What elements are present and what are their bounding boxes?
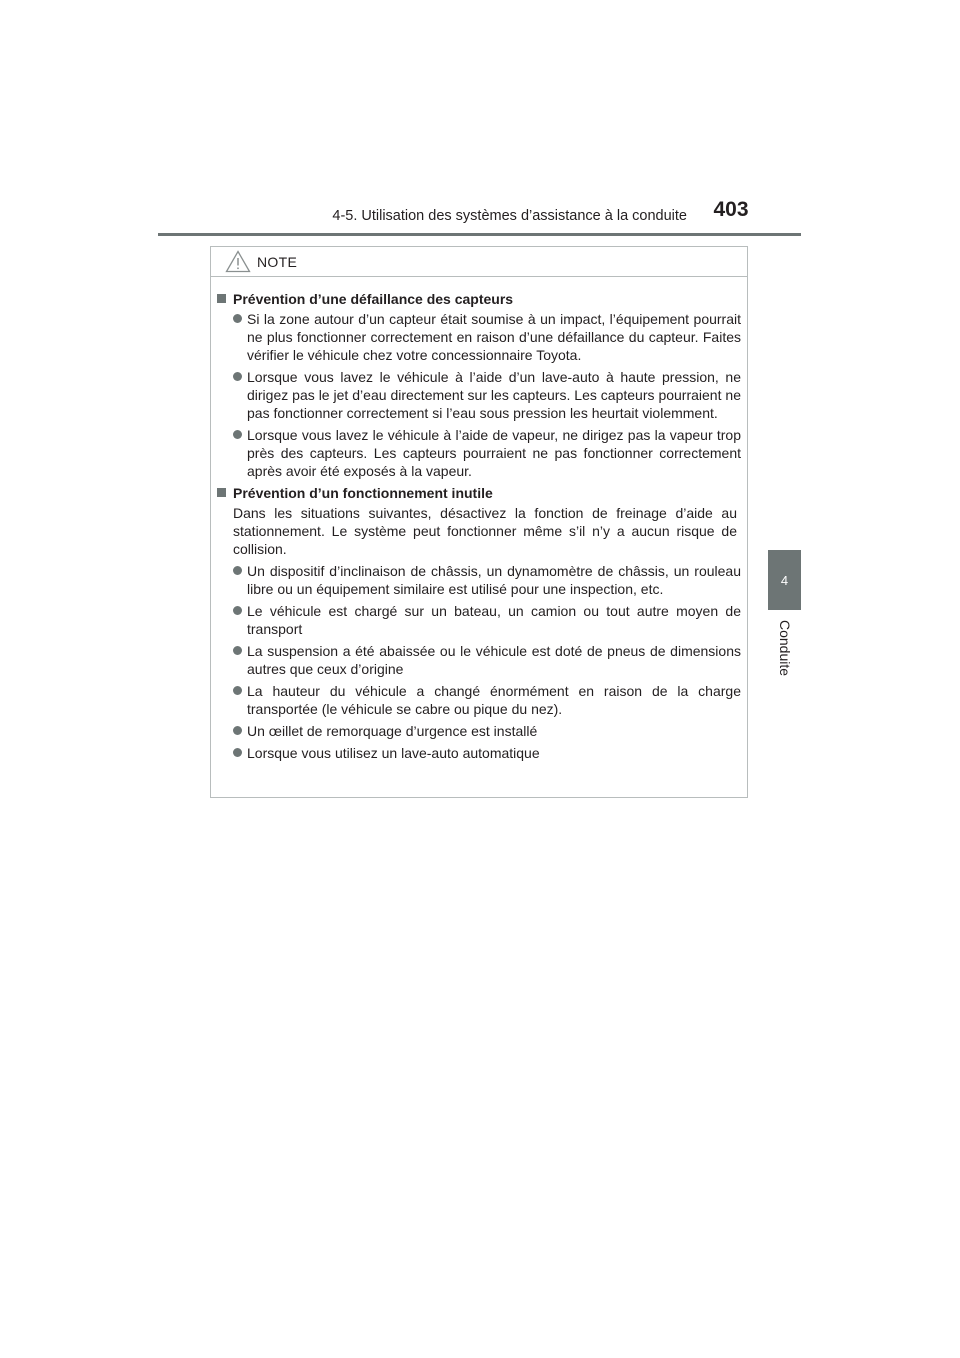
header-section-title: 4-5. Utilisation des systèmes d’assistance à la conduite — [332, 208, 687, 224]
list-item-text: Un dispositif d’inclinaison de châssis, un dynamomètre de châssis, un rouleau libre ou un équipement similaire est utilisé pour une inspection, etc. — [247, 563, 741, 597]
list-item-text: Si la zone autour d’un capteur était soumise à un impact, l’équipement pourrait ne plus fonctionner correctement en raison d’une défaillance du capteur. Faites vérifier le véhicule chez votre concessionnaire Toyota. — [247, 311, 741, 363]
circle-bullet-icon — [233, 314, 242, 323]
note-header — [211, 247, 747, 277]
section-heading-text: Prévention d’un fonctionnement inutile — [233, 485, 493, 501]
list-item-text: La suspension a été abaissée ou le véhicule est doté de pneus de dimensions autres que ceux d’origine — [247, 643, 741, 677]
list-item-text: La hauteur du véhicule a changé énormément en raison de la charge transportée (le véhicule se cabre ou pique du nez). — [247, 683, 741, 717]
list-item-text: Lorsque vous lavez le véhicule à l’aide de vapeur, ne dirigez pas la vapeur trop près des capteurs. Les capteurs pourraient ne pas fonctionner correctement après avoir été exposés à la vapeur. — [247, 427, 741, 479]
circle-bullet-icon — [233, 748, 242, 757]
list-item — [233, 368, 741, 422]
list-item — [233, 602, 741, 638]
circle-bullet-icon — [233, 606, 242, 615]
note-box — [210, 246, 748, 798]
list-item — [233, 562, 741, 598]
warning-triangle-icon — [225, 250, 251, 273]
square-bullet-icon — [217, 294, 226, 303]
list-item — [233, 744, 741, 762]
note-title: NOTE — [257, 253, 298, 270]
list-item-text: Lorsque vous lavez le véhicule à l’aide d’un lave-auto à haute pression, ne dirigez pas le jet d’eau directement sur les capteurs. Les capteurs pourraient ne pas fonctionner correctement si l’eau sous pression les heurtait violemment. — [247, 369, 741, 421]
section-intro: Dans les situations suivantes, désactivez la fonction de freinage d’aide au stationnement. Le système peut fonctionner même s’il n’y a aucun risque de collision. — [233, 505, 737, 557]
list-item — [233, 426, 741, 480]
square-bullet-icon — [217, 488, 226, 497]
section-heading — [217, 290, 741, 308]
chapter-tab-label: Conduite — [777, 620, 793, 677]
section-heading — [217, 484, 741, 502]
list-item — [233, 642, 741, 678]
circle-bullet-icon — [233, 646, 242, 655]
list-item — [233, 310, 741, 364]
circle-bullet-icon — [233, 686, 242, 695]
circle-bullet-icon — [233, 566, 242, 575]
list-item-text: Un œillet de remorquage d’urgence est installé — [247, 723, 538, 739]
chapter-tab-number: 4 — [780, 572, 789, 588]
chapter-tab[interactable] — [768, 550, 801, 610]
page-number: 403 — [713, 198, 749, 221]
circle-bullet-icon — [233, 430, 242, 439]
list-item — [233, 682, 741, 718]
circle-bullet-icon — [233, 372, 242, 381]
circle-bullet-icon — [233, 726, 242, 735]
list-item-text: Le véhicule est chargé sur un bateau, un camion ou tout autre moyen de transport — [247, 603, 741, 637]
list-item-text: Lorsque vous utilisez un lave-auto automatique — [247, 745, 540, 761]
note-body — [211, 277, 747, 762]
list-item — [233, 722, 741, 740]
section-heading-text: Prévention d’une défaillance des capteurs — [233, 291, 514, 307]
header-rule — [158, 233, 801, 236]
